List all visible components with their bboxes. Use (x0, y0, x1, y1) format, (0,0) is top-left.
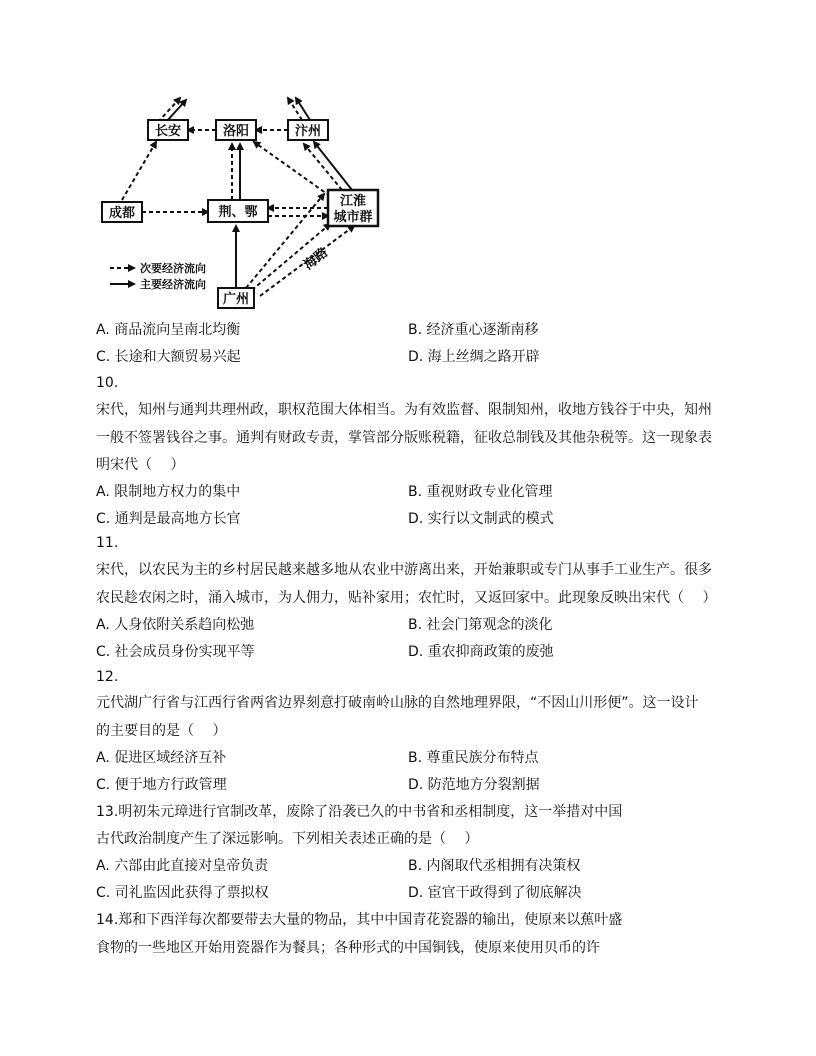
q11-number: 11. (96, 535, 119, 551)
q10-option-c: C. 通判是最高地方长官 (96, 511, 241, 527)
economic-flow-svg (96, 92, 396, 314)
q13-stem-line-2: 古代政治制度产生了深远影响。下列相关表述正确的是（ ） (96, 831, 479, 847)
q13-option-c: C. 司礼监因此获得了票拟权 (96, 885, 269, 901)
node-label-jianghuai-2: 城市群 (333, 210, 373, 225)
q12-option-d: D. 防范地方分裂割据 (408, 777, 540, 793)
node-guangzhou (218, 288, 254, 308)
q12-stem-line-2: 的主要目的是（ ） (96, 723, 227, 739)
q10-stem-line-3: 明宋代（ ） (96, 457, 185, 473)
q13-option-b: B. 内阁取代丞相拥有决策权 (408, 858, 581, 874)
q13-option-a: A. 六部由此直接对皇帝负责 (96, 858, 269, 874)
sea-route-label: 海路 (301, 245, 331, 274)
q14-stem-line-1: 14.郑和下西洋每次都要带去大量的物品，其中中国青花瓷器的输出，使原来以蕉叶盛 (96, 912, 623, 928)
node-label-luoyang: 洛阳 (222, 124, 250, 139)
legend-secondary-label: 次要经济流向 (140, 262, 206, 275)
q10-option-a: A. 限制地方权力的集中 (96, 484, 241, 500)
q13-stem-line-1: 13.明初朱元璋进行官制改革，废除了沿袭已久的中书省和丞相制度，这一举措对中国 (96, 804, 623, 820)
q12-stem-line-1: 元代湖广行省与江西行省两省边界刻意打破南岭山脉的自然地理界限，“不因山川形便”。这一设计 (96, 695, 699, 711)
node-label-changan: 长安 (154, 124, 182, 139)
q11-option-a: A. 人身依附关系趋向松弛 (96, 617, 255, 633)
flow-arrow-bianzhou-north (288, 98, 302, 120)
q12-option-b: B. 尊重民族分布特点 (408, 750, 539, 766)
q9-option-b: B. 经济重心逐渐南移 (408, 322, 539, 338)
flow-jianghuai-to-luoyang (254, 142, 330, 196)
legend-primary-label: 主要经济流向 (140, 278, 206, 291)
q14-stem-line-2: 食物的一些地区开始用瓷器作为餐具；各种形式的中国铜钱，使原来使用贝币的许 (96, 940, 600, 956)
flow-chengdu-to-changan (122, 142, 156, 200)
q12-number: 12. (96, 669, 119, 685)
q13-option-d: D. 宦官干政得到了彻底解决 (408, 885, 582, 901)
node-bianzhou (288, 120, 328, 140)
flow-arrow-bianzhou-north-2 (296, 98, 310, 120)
q10-option-d: D. 实行以文制武的模式 (408, 511, 554, 527)
node-label-jing-e: 荆、鄂 (218, 205, 258, 220)
node-chengdu (102, 202, 142, 222)
q10-option-b: B. 重视财政专业化管理 (408, 484, 553, 500)
node-label-jianghuai-1: 江淮 (339, 194, 367, 209)
node-luoyang (216, 120, 256, 140)
q11-option-b: B. 社会门第观念的淡化 (408, 617, 553, 633)
q9-option-a: A. 商品流向呈南北均衡 (96, 322, 241, 338)
node-changan (148, 120, 188, 140)
q11-stem-line-1: 宋代，以农民为主的乡村居民越来越多地从农业中游离出来，开始兼职或专门从事手工业生产。很多 (96, 562, 712, 578)
q10-number: 10. (96, 375, 119, 391)
node-label-guangzhou: 广州 (222, 292, 250, 307)
flow-jianghuai-to-bianzhou-solid (314, 142, 352, 190)
q9-option-c: C. 长途和大额贸易兴起 (96, 349, 241, 365)
diagram-legend (110, 261, 206, 291)
node-jianghuai (328, 190, 378, 226)
q12-option-c: C. 便于地方行政管理 (96, 777, 227, 793)
q9-option-d: D. 海上丝绸之路开辟 (408, 349, 540, 365)
q12-option-a: A. 促进区域经济互补 (96, 750, 227, 766)
node-label-chengdu: 成都 (108, 206, 136, 221)
node-label-bianzhou: 汴州 (294, 124, 322, 139)
flow-jianghuai-to-bianzhou-dashed (304, 144, 342, 190)
q10-stem-line-1: 宋代，知州与通判共理州政，职权范围大体相当。为有效监督、限制知州，收地方钱谷于中央，知州 (96, 402, 712, 418)
q11-option-c: C. 社会成员身份实现平等 (96, 644, 255, 660)
economic-flow-diagram (96, 92, 396, 314)
q10-stem-line-2: 一般不签署钱谷之事。通判有财政专责，掌管部分版账税籍，征收总制钱及其他杂税等。这一现象表 (96, 430, 712, 446)
q11-option-d: D. 重农抑商政策的废弛 (408, 644, 554, 660)
node-jing-e (208, 200, 268, 222)
q11-stem-line-2: 农民趁农闲之时，涌入城市，为人佣力，贴补家用；农忙时，又返回家中。此现象反映出宋代（ ） (96, 590, 717, 606)
